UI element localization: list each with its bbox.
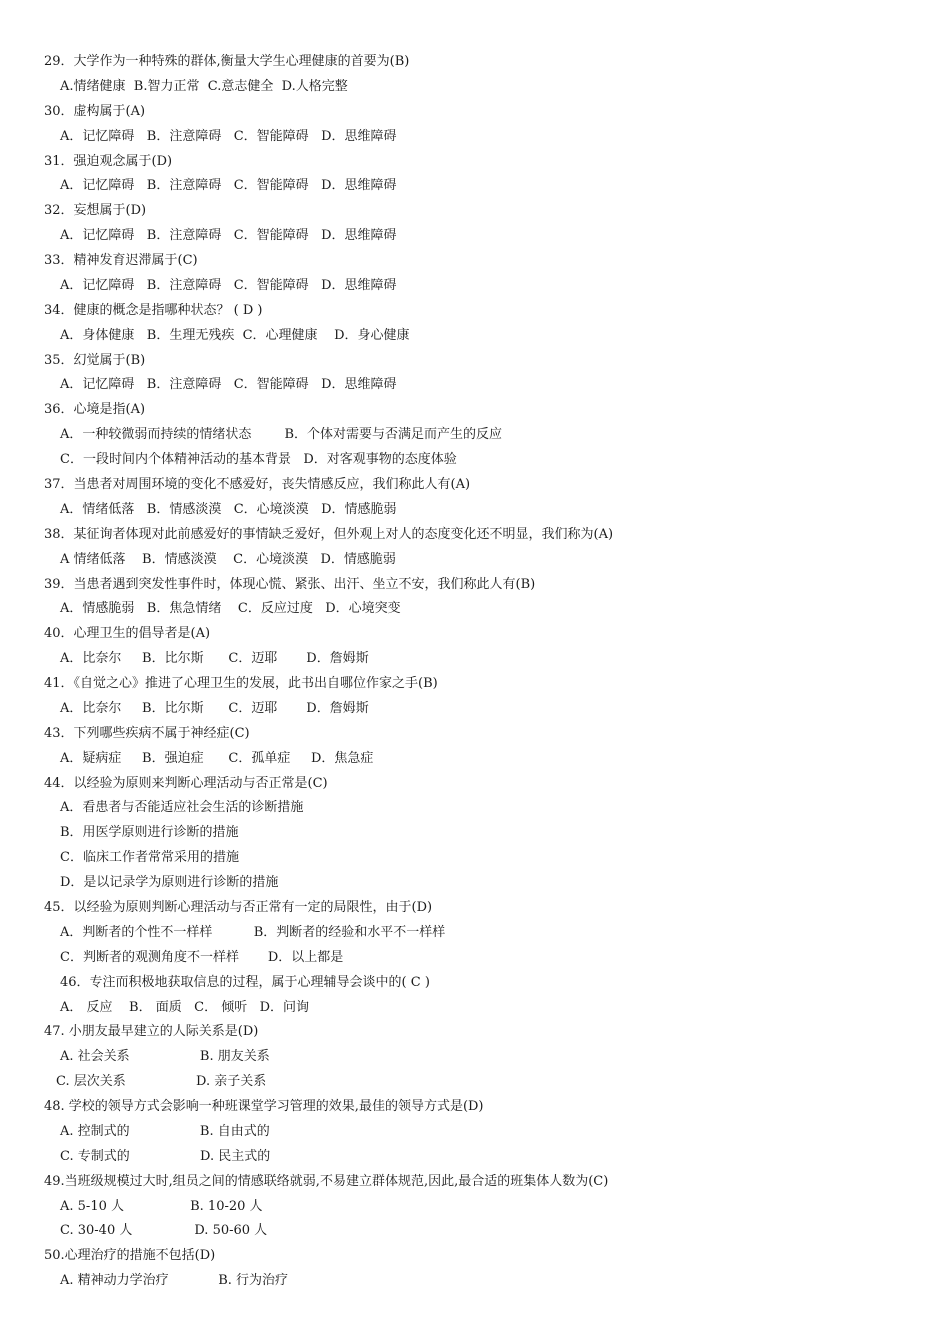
option-44-c: C．临床工作者常常采用的措施 bbox=[60, 850, 239, 865]
options-47-cd: C. 层次关系 D. 亲子关系 bbox=[56, 1074, 267, 1089]
options-45-cd: C．判断者的观测角度不一样样 D．以上都是 bbox=[60, 950, 344, 965]
option-44-d: D．是以记录学为原则进行诊断的措施 bbox=[60, 875, 279, 890]
question-40: 40．心理卫生的倡导者是(A) bbox=[44, 626, 211, 641]
question-46: 46．专注而积极地获取信息的过程，属于心理辅导会谈中的( C ) bbox=[60, 975, 430, 990]
question-31: 31．强迫观念属于(D) bbox=[44, 154, 173, 169]
options-29: A.情绪健康 B.智力正常 C.意志健全 D.人格完整 bbox=[60, 79, 348, 94]
question-47: 47. 小朋友最早建立的人际关系是(D) bbox=[44, 1024, 259, 1039]
options-40: A．比奈尔 B．比尔斯 C．迈耶 D．詹姆斯 bbox=[60, 651, 369, 666]
question-37: 37．当患者对周围环境的变化不感爱好，丧失情感反应，我们称此人有(A) bbox=[44, 477, 471, 492]
options-49-ab: A. 5-10 人 B. 10-20 人 bbox=[60, 1199, 263, 1214]
question-39: 39．当患者遇到突发性事件时，体现心慌、紧张、出汗、坐立不安，我们称此人有(B) bbox=[44, 577, 536, 592]
question-35: 35．幻觉属于(B) bbox=[44, 353, 146, 368]
question-41: 41．《自觉之心》推进了心理卫生的发展，此书出自哪位作家之手(B) bbox=[44, 676, 438, 691]
question-45: 45．以经验为原则判断心理活动与否正常有一定的局限性，由于(D) bbox=[44, 900, 433, 915]
question-49: 49.当班级规模过大时,组员之间的情感联络就弱,不易建立群体规范,因此,最合适的班集体人数为(C) bbox=[44, 1174, 609, 1189]
options-31: A．记忆障碍 B．注意障碍 C．智能障碍 D．思维障碍 bbox=[60, 178, 397, 193]
options-50-ab: A. 精神动力学治疗 B. 行为治疗 bbox=[60, 1273, 289, 1288]
options-37: A．情绪低落 B．情感淡漠 C．心境淡漠 D．情感脆弱 bbox=[60, 502, 397, 517]
options-32: A．记忆障碍 B．注意障碍 C．智能障碍 D．思维障碍 bbox=[60, 228, 397, 243]
option-44-b: B．用医学原则进行诊断的措施 bbox=[60, 825, 239, 840]
options-38: A 情绪低落 B．情感淡漠 C．心境淡漠 D．情感脆弱 bbox=[60, 552, 396, 567]
options-33: A．记忆障碍 B．注意障碍 C．智能障碍 D．思维障碍 bbox=[60, 278, 397, 293]
options-36-cd: C．一段时间内个体精神活动的基本背景 D．对客观事物的态度体验 bbox=[60, 452, 457, 467]
question-30: 30．虚构属于(A) bbox=[44, 104, 146, 119]
options-47-ab: A. 社会关系 B. 朋友关系 bbox=[60, 1049, 270, 1064]
options-34: A．身体健康 B．生理无残疾 C．心理健康 D．身心健康 bbox=[60, 328, 410, 343]
question-43: 43．下列哪些疾病不属于神经症(C) bbox=[44, 726, 250, 741]
question-29: 29．大学作为一种特殊的群体,衡量大学生心理健康的首要为(B) bbox=[44, 54, 410, 69]
options-36-ab: A．一种较微弱而持续的情绪状态 B．个体对需要与否满足而产生的反应 bbox=[60, 427, 503, 442]
question-44: 44．以经验为原则来判断心理活动与否正常是(C) bbox=[44, 776, 328, 791]
options-48-ab: A. 控制式的 B. 自由式的 bbox=[60, 1124, 270, 1139]
options-48-cd: C. 专制式的 D. 民主式的 bbox=[60, 1149, 271, 1164]
question-33: 33．精神发育迟滞属于(C) bbox=[44, 253, 198, 268]
question-36: 36．心境是指(A) bbox=[44, 402, 146, 417]
options-35: A．记忆障碍 B．注意障碍 C．智能障碍 D．思维障碍 bbox=[60, 377, 397, 392]
options-39: A．情感脆弱 B．焦急情绪 C．反应过度 D．心境突变 bbox=[60, 601, 401, 616]
question-50: 50.心理治疗的措施不包括(D) bbox=[44, 1248, 216, 1263]
options-41: A．比奈尔 B．比尔斯 C．迈耶 D．詹姆斯 bbox=[60, 701, 369, 716]
options-45-ab: A．判断者的个性不一样样 B．判断者的经验和水平不一样样 bbox=[60, 925, 446, 940]
options-30: A．记忆障碍 B．注意障碍 C．智能障碍 D．思维障碍 bbox=[60, 129, 397, 144]
question-38: 38．某征询者体现对此前感爱好的事情缺乏爱好，但外观上对人的态度变化还不明显，我们称为(A) bbox=[44, 527, 614, 542]
question-32: 32．妄想属于(D) bbox=[44, 203, 147, 218]
options-46: A． 反应 B． 面质 C． 倾听 D．问询 bbox=[60, 1000, 310, 1015]
question-34: 34．健康的概念是指哪种状态？ ( D ) bbox=[44, 303, 263, 318]
options-49-cd: C. 30-40 人 D. 50-60 人 bbox=[60, 1223, 268, 1238]
option-44-a: A．看患者与否能适应社会生活的诊断措施 bbox=[60, 800, 304, 815]
question-48: 48. 学校的领导方式会影响一种班课堂学习管理的效果,最佳的领导方式是(D) bbox=[44, 1099, 484, 1114]
options-43: A．疑病症 B．强迫症 C．孤单症 D．焦急症 bbox=[60, 751, 374, 766]
